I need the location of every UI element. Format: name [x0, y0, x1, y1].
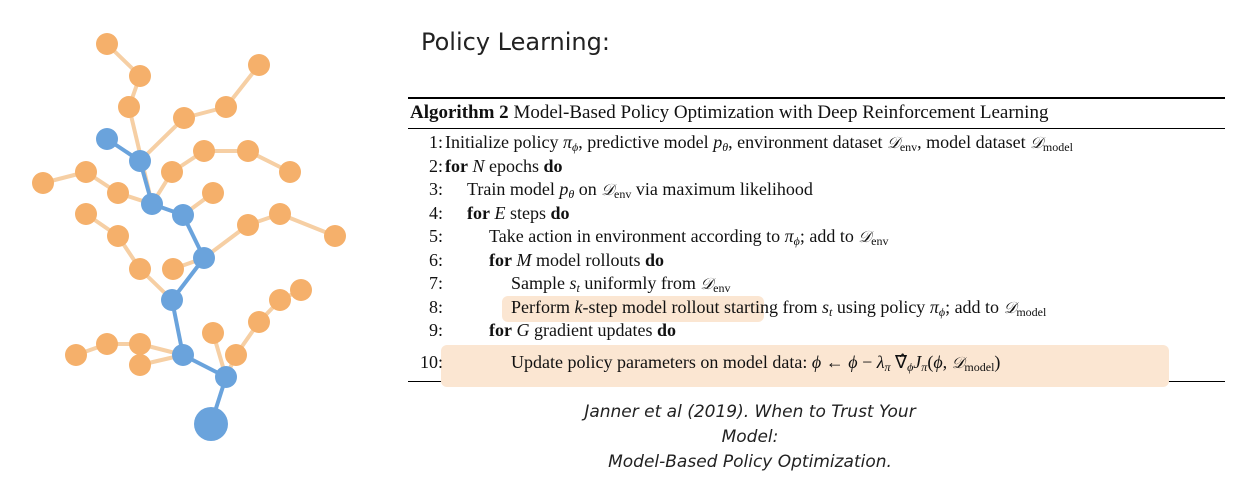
model-rollout-node	[65, 344, 87, 366]
line-number: 3:	[428, 179, 443, 199]
line-number: 10:	[419, 351, 443, 372]
line-text: for M model rollouts do	[489, 249, 664, 270]
real-state-node	[129, 150, 151, 172]
real-state-node	[141, 193, 163, 215]
line-text: Train model $p_\theta$ on 𝒟$_{env}$ via maximum likelihood	[467, 179, 813, 201]
algorithm-header	[408, 99, 1225, 128]
model-rollout-node	[75, 161, 97, 183]
real-state-node	[215, 366, 237, 388]
real-state-node	[193, 247, 215, 269]
algorithm-line-5	[408, 225, 1225, 249]
model-rollout-node	[225, 344, 247, 366]
model-rollout-node	[107, 182, 129, 204]
rollout-tree-diagram	[0, 0, 400, 477]
model-rollout-node	[202, 322, 224, 344]
model-rollout-node	[129, 333, 151, 355]
algorithm-line-2	[408, 155, 1225, 179]
line-text: for G gradient updates do	[489, 320, 676, 340]
model-rollout-node	[118, 96, 140, 118]
real-state-node	[172, 344, 194, 366]
model-rollout-node	[248, 311, 270, 333]
model-rollout-node	[290, 279, 312, 301]
line-number: 5:	[428, 226, 443, 246]
model-rollout-node	[269, 289, 291, 311]
model-rollout-node	[237, 140, 259, 162]
model-rollout-node	[107, 225, 129, 247]
line-text: for E steps do	[467, 202, 570, 223]
line-number: 9:	[428, 320, 443, 340]
algorithm-line-3	[408, 178, 1225, 202]
algorithm-line-6	[408, 249, 1225, 273]
citation-line-2: Model-Based Policy Optimization.	[608, 452, 892, 472]
line-text: Initialize policy $\pi_\phi$, predictive model $p_\theta$, environment dataset 𝒟$_{env}$, model dataset 𝒟$_{model}$	[445, 132, 1073, 154]
line-text: Take action in environment according to $\pi_\phi$; add to 𝒟$_{env}$	[489, 226, 889, 248]
line-text: for N epochs do	[445, 155, 563, 176]
model-rollout-node	[96, 333, 118, 355]
algorithm-label: Algorithm 2	[410, 102, 509, 123]
citation	[560, 400, 940, 475]
algorithm-line-8	[408, 296, 1225, 320]
line-text: Update policy parameters on model data: ϕ ← $\phi - \lambda_\pi$ $\nablâ_\phi J_\pi(\phi$, 𝒟$_{model}$)	[511, 351, 1001, 374]
model-rollout-node	[129, 65, 151, 87]
algorithm-box	[408, 97, 1225, 382]
algorithm-name: Model-Based Policy Optimization with Deep Reinforcement Learning	[513, 102, 1049, 123]
algorithm-line-7	[408, 272, 1225, 296]
page-title: Policy Learning:	[421, 28, 610, 56]
real-state-node	[172, 204, 194, 226]
model-rollout-node	[75, 203, 97, 225]
model-rollout-node	[193, 140, 215, 162]
algorithm-line-1	[408, 131, 1225, 155]
line-number: 6:	[428, 249, 443, 270]
line-number: 2:	[428, 155, 443, 176]
algorithm-line-10	[408, 347, 1225, 377]
model-rollout-node	[161, 161, 183, 183]
line-text: Perform k-step model rollout starting from $s_t$ using policy $\pi_\phi$; add to 𝒟$_{model}$	[511, 296, 1047, 319]
model-rollout-node	[32, 172, 54, 194]
model-rollout-node	[215, 96, 237, 118]
line-number: 8:	[428, 296, 443, 317]
model-rollout-node	[237, 214, 259, 236]
model-rollout-node	[202, 182, 224, 204]
line-number: 1:	[428, 132, 443, 152]
model-rollout-node	[96, 33, 118, 55]
line-text: Sample $s_t$ uniformly from 𝒟$_{env}$	[511, 273, 731, 295]
model-rollout-node	[129, 258, 151, 280]
algorithm-line-4	[408, 202, 1225, 226]
root-state-node	[194, 407, 228, 441]
model-rollout-node	[129, 354, 151, 376]
algorithm-lines	[408, 129, 1225, 377]
model-rollout-node	[269, 203, 291, 225]
line-number: 4:	[428, 202, 443, 223]
model-rollout-node	[279, 161, 301, 183]
model-rollout-node	[324, 225, 346, 247]
model-rollout-node	[248, 54, 270, 76]
real-state-node	[161, 289, 183, 311]
citation-line-1: Janner et al (2019). When to Trust Your Model:	[584, 402, 916, 447]
model-rollout-node	[173, 107, 195, 129]
line-number: 7:	[428, 273, 443, 293]
algorithm-line-9	[408, 319, 1225, 343]
model-rollout-node	[162, 258, 184, 280]
real-state-node	[96, 128, 118, 150]
